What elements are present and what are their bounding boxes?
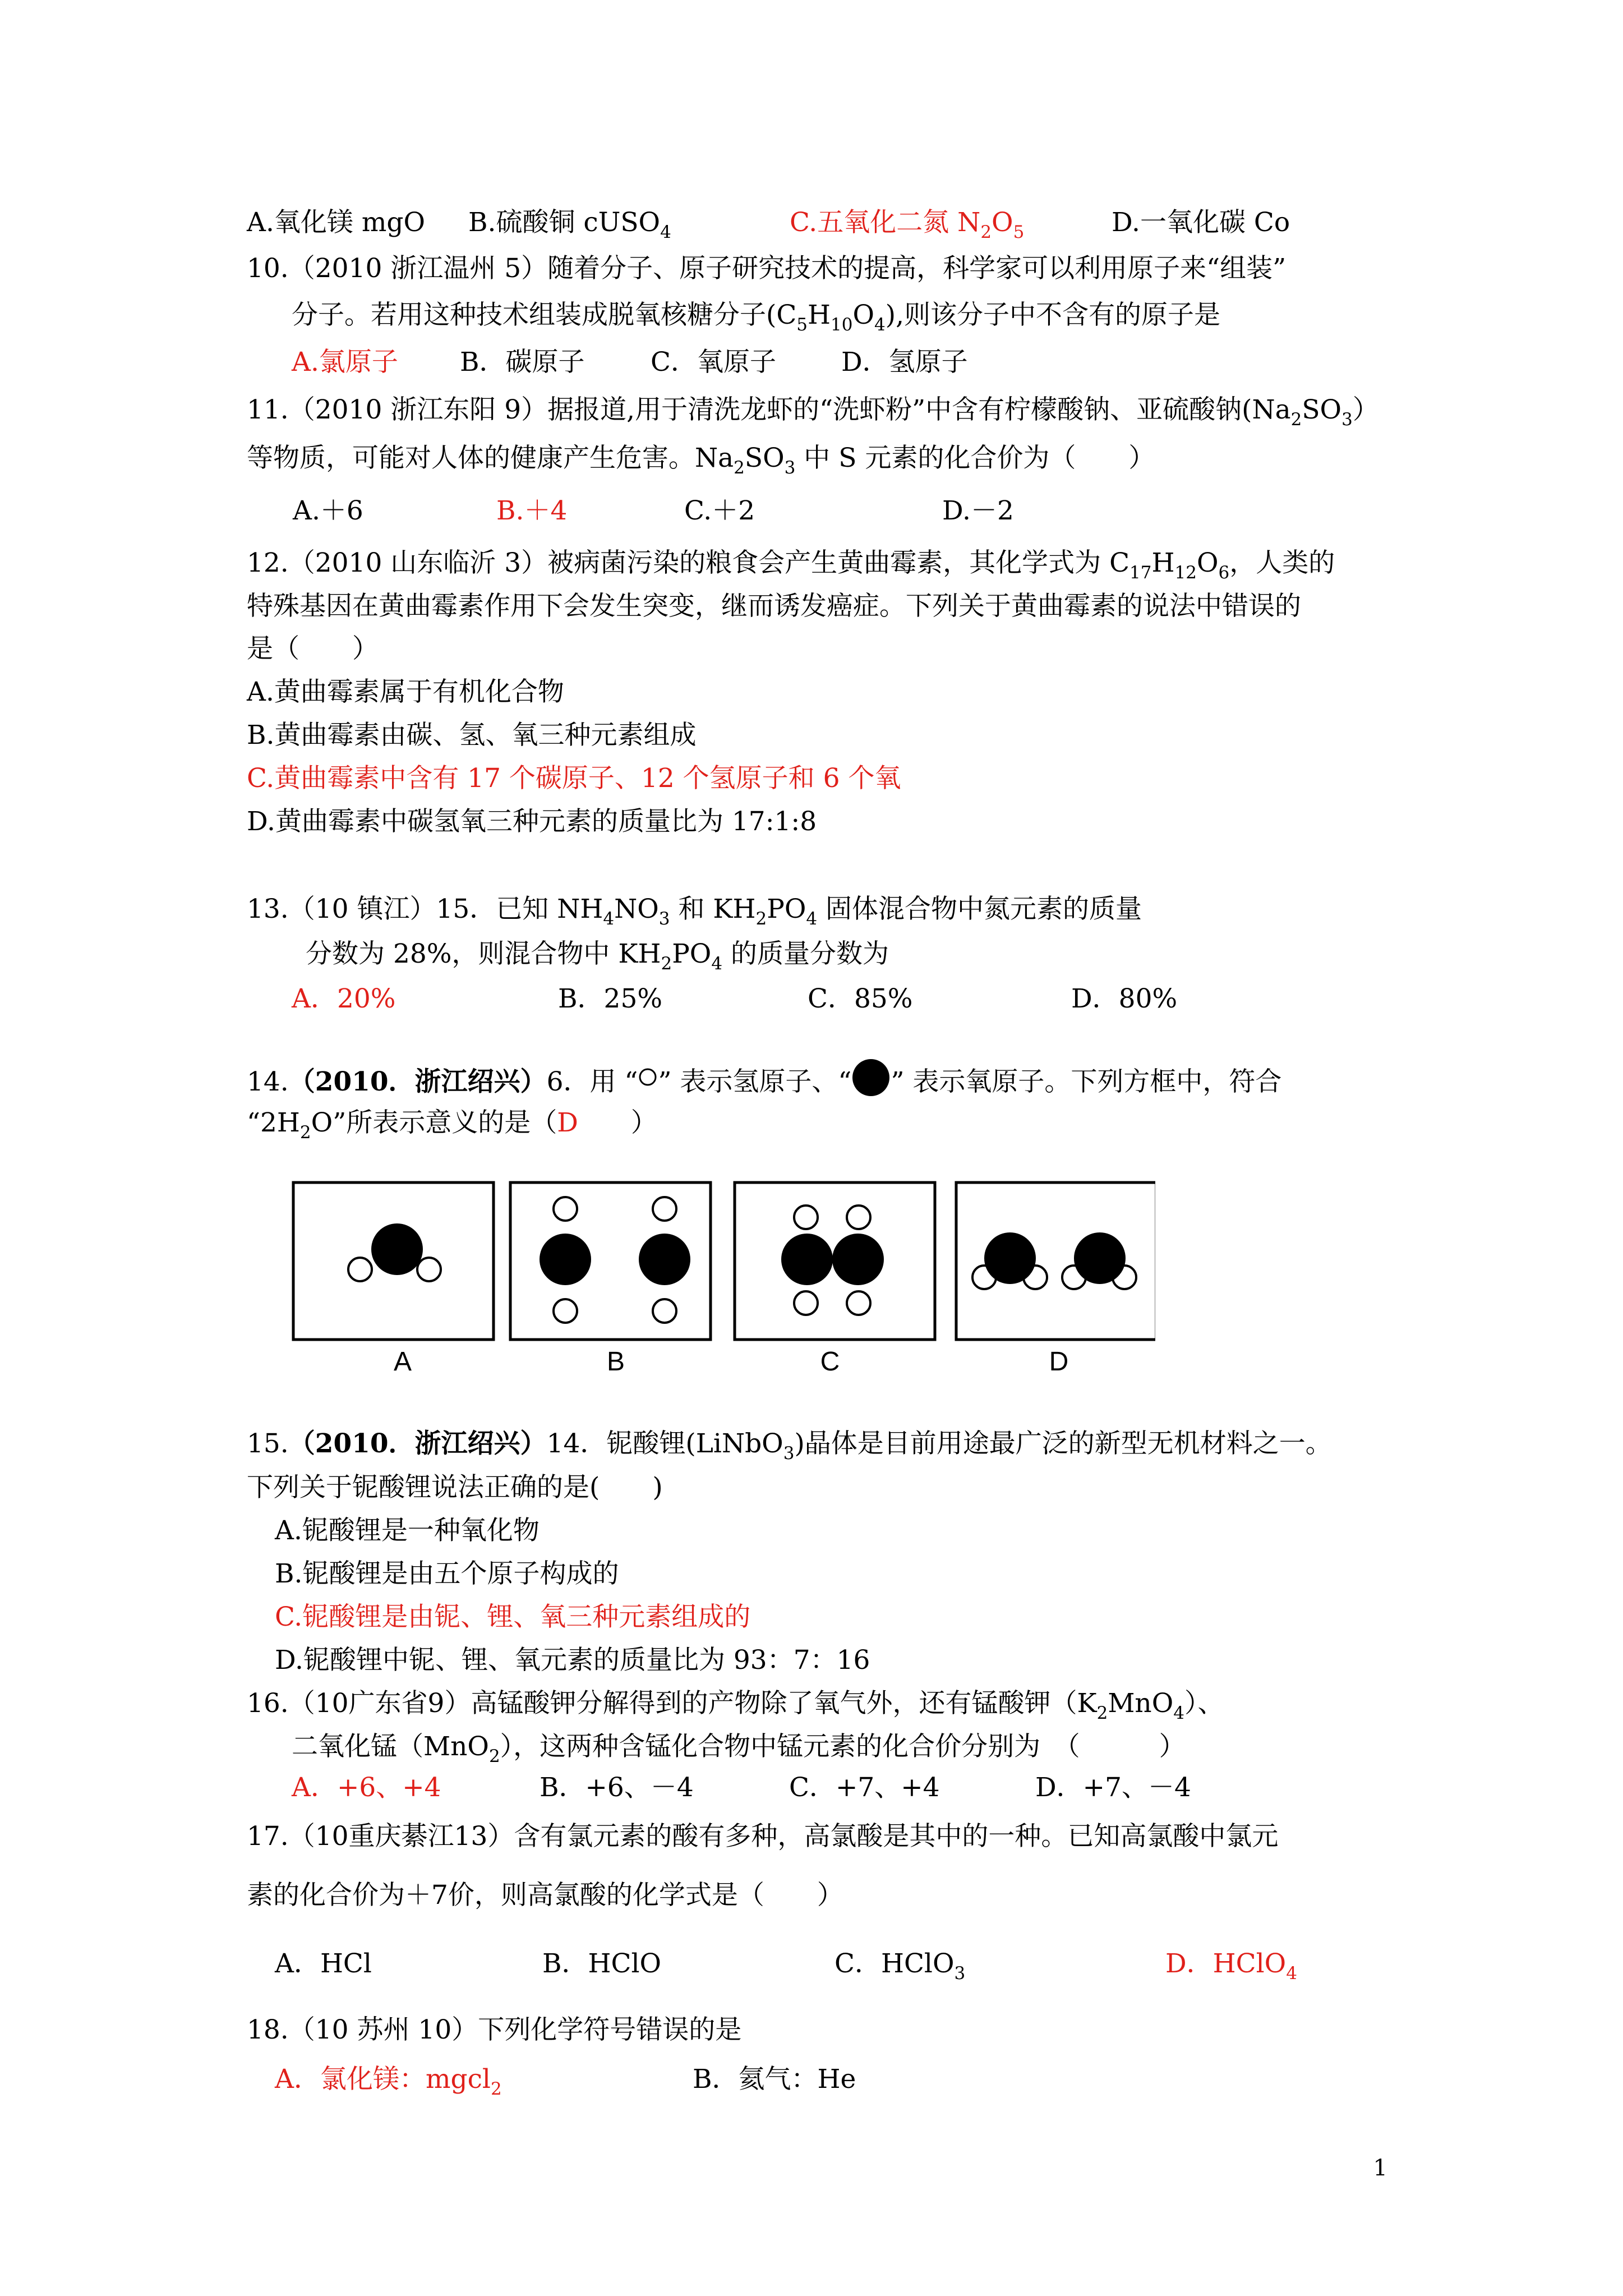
q10-line2: 分子。若用这种技术组装成脱氧核糖分子$(C_5H_{10}O_4)$,则该分子中不含有的原子是	[292, 300, 1221, 335]
q11-line2: 等物质，可能对人体的健康产生危害。$Na_2SO_3$ 中 S 元素的化合价为（ ）	[247, 443, 1155, 478]
hydrogen-atom	[653, 1299, 676, 1323]
q9-option-a: A.氧化镁 mgO	[247, 207, 426, 238]
q17-line1: 17.（10重庆綦江13）含有氯元素的酸有多种，高氯酸是其中的一种。已知高氯酸中氯元	[247, 1821, 1279, 1852]
q11-line1: 11.（2010 浙江东阳 9）据报道,用于清洗龙虾的“洗虾粉”中含有柠檬酸钠、亚硫酸钠$(Na_2SO_3)$	[247, 394, 1379, 430]
hydrogen-atom	[348, 1258, 372, 1281]
q11-option-d: D.－2	[942, 495, 1014, 526]
q15-line1: 15.（2010．浙江绍兴）14．铌酸锂(LiNbO$_3$)晶体是目前用途最广泛的新型无机材料之一。	[247, 1428, 1332, 1464]
q12-line2: 特殊基因在黄曲霉素作用下会发生突变，继而诱发癌症。下列关于黄曲霉素的说法中错误的	[247, 591, 1301, 622]
oxygen-atom	[832, 1234, 884, 1285]
label-b: B	[606, 1347, 625, 1377]
q16-line2: 二氧化锰（MnO$_2$），这两种含锰化合物中锰元素的化合价分别为 （ ）	[292, 1731, 1186, 1766]
q14-source: （2010．浙江绍兴）	[288, 1066, 547, 1097]
q17-option-d: D．HClO$_4$	[1165, 1948, 1297, 1984]
q15-option-b: B.铌酸锂是由五个原子构成的	[275, 1558, 619, 1589]
q9-option-b: B.硫酸铜 cUSO$_4$	[468, 207, 671, 242]
label-d: D	[1049, 1347, 1069, 1377]
label-c: C	[820, 1347, 840, 1377]
q16-option-b: B．+6、－4	[540, 1772, 694, 1803]
q10-line1: 10.（2010 浙江温州 5）随着分子、原子研究技术的提高，科学家可以利用原子来“组装”	[247, 253, 1287, 284]
q16-line1: 16.（10广东省9）高锰酸钾分解得到的产物除了氧气外，还有锰酸钾$(K_2MnO_4)$、	[247, 1688, 1224, 1723]
q17-option-a: A．HCl	[275, 1948, 372, 1979]
q12-option-c: C.黄曲霉素中含有 17 个碳原子、12 个氢原子和 6 个氧	[247, 763, 901, 794]
hydrogen-atom	[653, 1197, 676, 1221]
q15-line2: 下列关于铌酸锂说法正确的是( )	[247, 1472, 663, 1503]
q17-option-b: B．HClO	[542, 1948, 662, 1979]
q13-line1: 13.（10 镇江）15．已知 $NH_4NO_3$ 和 $KH_2PO_4$ 固体混合物中氮元素的质量	[247, 894, 1142, 929]
q10-option-a: A.氯原子	[292, 347, 398, 378]
q18-option-a: A．氯化镁：mgcl$_2$	[275, 2064, 502, 2099]
oxygen-atom	[639, 1234, 690, 1285]
oxygen-atom	[984, 1232, 1036, 1284]
q13-line2: 分数为 28%，则混合物中 $KH_2PO_4$ 的质量分数为	[306, 938, 889, 974]
q15-option-a: A.铌酸锂是一种氧化物	[275, 1515, 540, 1546]
oxygen-atom	[371, 1223, 423, 1275]
q10-option-b: B．碳原子	[460, 347, 585, 378]
q13-option-c: C．85%	[808, 983, 913, 1014]
q18-option-b: B．氦气：He	[693, 2064, 856, 2095]
oxygen-atom	[1074, 1232, 1126, 1284]
molecule-diagram	[292, 1181, 1155, 1383]
oxygen-atom	[540, 1234, 591, 1285]
hydrogen-atom	[794, 1205, 818, 1229]
hydrogen-atom	[554, 1299, 577, 1323]
q13-option-a: A．20%	[292, 983, 396, 1014]
box-d	[956, 1182, 1155, 1340]
q15-source: （2010．浙江绍兴）	[288, 1428, 547, 1459]
hydrogen-atom	[417, 1258, 441, 1281]
q12-option-d: D.黄曲霉素中碳氢氧三种元素的质量比为 17:1:8	[247, 806, 817, 837]
q17-option-c: C．HClO$_3$	[834, 1948, 966, 1984]
q11-option-a: A.＋6	[293, 495, 363, 526]
q12-option-b: B.黄曲霉素由碳、氢、氧三种元素组成	[247, 720, 697, 751]
q11-option-c: C.＋2	[684, 495, 755, 526]
q9-option-c: C.五氧化二氮 $N_2O_5$	[790, 207, 1025, 242]
q11-option-b: B.＋4	[496, 495, 568, 526]
q18-line1: 18.（10 苏州 10）下列化学符号错误的是	[247, 2014, 742, 2045]
box-b	[510, 1182, 711, 1340]
hydrogen-atom-icon	[638, 1065, 658, 1092]
hydrogen-atom	[554, 1197, 577, 1221]
q13-option-b: B．25%	[558, 983, 663, 1014]
q16-option-c: C．+7、+4	[789, 1772, 940, 1803]
q15-option-c: C.铌酸锂是由铌、锂、氧三种元素组成的	[275, 1602, 751, 1632]
q9-option-d: D.一氧化碳 Co	[1112, 207, 1290, 238]
box-a	[293, 1182, 494, 1340]
q10-option-c: C．氧原子	[651, 347, 776, 378]
q10-option-d: D．氢原子	[841, 347, 968, 378]
q12-line3: 是（ ）	[247, 633, 379, 664]
q17-line2: 素的化合价为＋7价，则高氯酸的化学式是（ ）	[247, 1880, 843, 1911]
oxygen-atom	[781, 1234, 833, 1285]
page-number: 1	[1373, 2155, 1387, 2181]
q15-option-d: D.铌酸锂中铌、锂、氧元素的质量比为 93：7：16	[275, 1645, 870, 1676]
hydrogen-atom	[847, 1205, 870, 1229]
q14-line1: 14.（2010．浙江绍兴）6．用 “ ” 表示氢原子、“ ” 表示氧原子。下列方框中，符合	[247, 1058, 1281, 1102]
hydrogen-atom	[847, 1291, 870, 1315]
q12-line1: 12.（2010 山东临沂 3）被病菌污染的粮食会产生黄曲霉素，其化学式为 $C_{17}H_{12}O_6$，人类的	[247, 547, 1335, 583]
q16-option-d: D．+7、－4	[1035, 1772, 1191, 1803]
q12-option-a: A.黄曲霉素属于有机化合物	[247, 677, 564, 707]
hydrogen-atom	[794, 1291, 818, 1315]
oxygen-atom-icon	[851, 1058, 891, 1102]
q14-answer: D	[557, 1107, 578, 1138]
label-a: A	[393, 1347, 412, 1377]
q14-line2: “$2H_2O$”所表示意义的是（D ）	[247, 1107, 657, 1143]
box-c	[735, 1182, 935, 1340]
q13-option-d: D．80%	[1071, 983, 1178, 1014]
q16-option-a: A．+6、+4	[292, 1772, 441, 1803]
